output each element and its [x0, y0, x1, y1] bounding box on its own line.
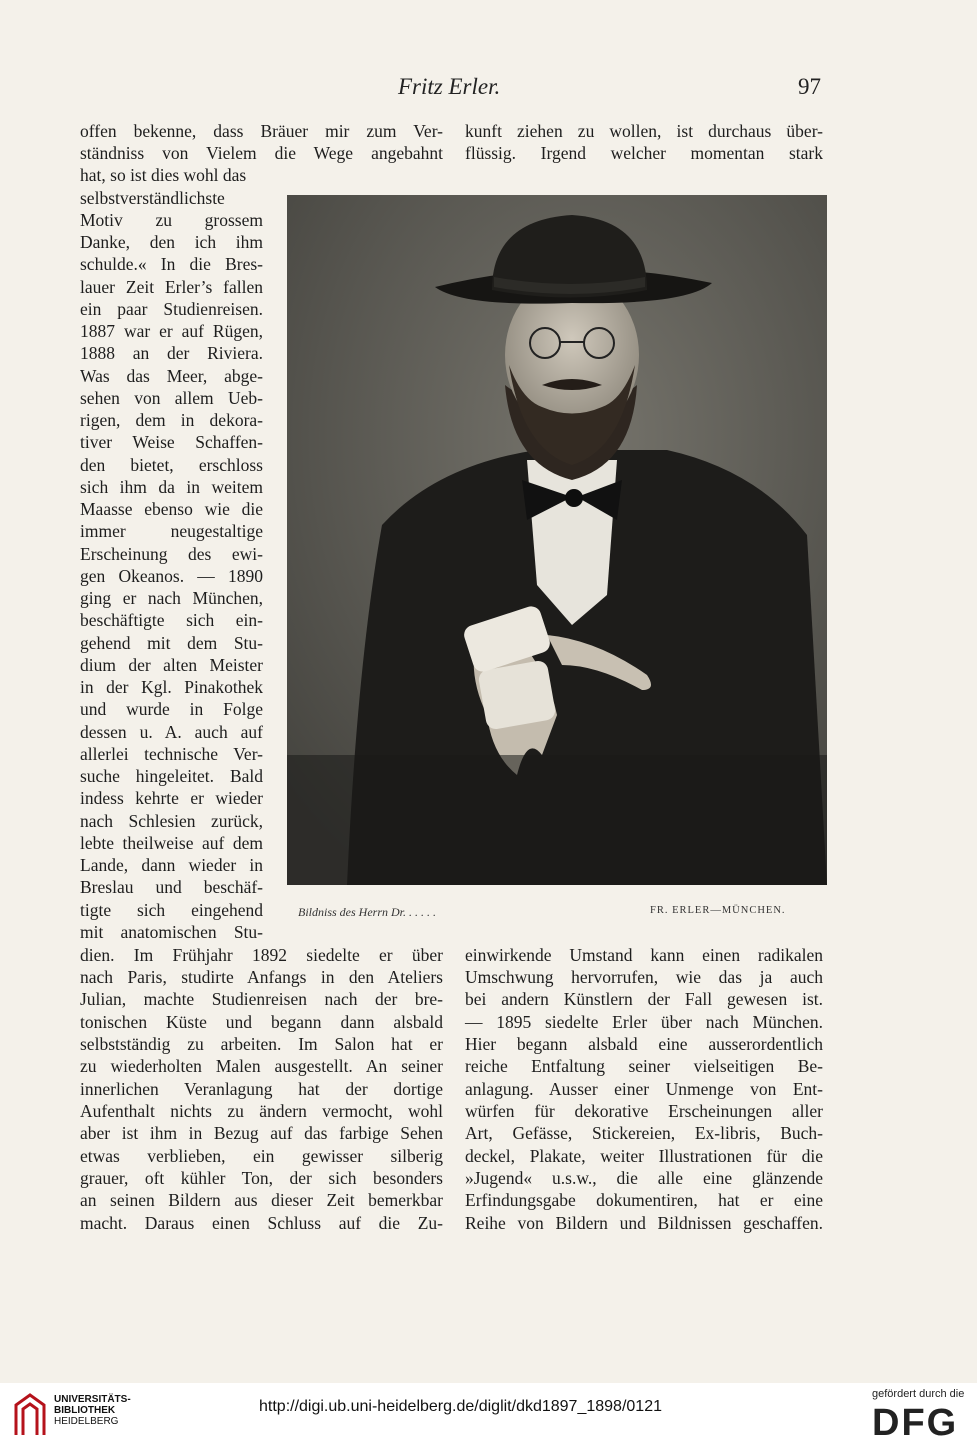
text-line: immer neugestaltige [80, 521, 263, 541]
text-line: selbstverständlichste [80, 188, 225, 208]
text-line: Breslau und beschäf- [80, 877, 263, 897]
text-line: schulde.« In die Bres- [80, 254, 263, 274]
text-line: Erscheinung des ewi- [80, 544, 263, 564]
text-line: 1888 an der Riviera. [80, 343, 263, 363]
text-line: gehend mit dem Stu- [80, 633, 263, 653]
text-line: etwas verblieben, ein gewisser silberig [80, 1146, 443, 1166]
text-line: ein paar Studienreisen. [80, 299, 263, 319]
text-line: würfen für dekorative Erscheinungen aller [465, 1101, 823, 1121]
text-line: indess kehrte er wieder [80, 788, 263, 808]
text-line: offen bekenne, dass Bräuer mir zum Ver- [80, 121, 443, 141]
portrait-illustration [287, 195, 827, 885]
text-line: suche hingeleitet. Bald [80, 766, 263, 786]
text-line: reiche Entfaltung seiner vielseitigen Be- [465, 1056, 823, 1076]
text-line: in der Kgl. Pinakothek [80, 677, 263, 697]
figure-credit: FR. ERLER—MÜNCHEN. [650, 905, 786, 916]
figure-caption: Bildniss des Herrn Dr. . . . . . [298, 905, 437, 919]
text-line: gen Okeanos. — 1890 [80, 566, 263, 586]
text-line: bei andern Künstlern der Fall gewesen ist. [465, 989, 823, 1009]
text-line: hat, so ist dies wohl das [80, 165, 247, 185]
text-line: einwirkende Umstand kann einen radikalen [465, 945, 823, 965]
dfg-logo: DFG [872, 1402, 959, 1444]
text-line: Lande, dann wieder in [80, 855, 263, 875]
text-line: den bietet, erschloss [80, 455, 263, 475]
text-line: selbstständig zu arbeiten. Im Salon hat er [80, 1034, 443, 1054]
library-line: HEIDELBERG [54, 1416, 119, 1427]
text-line: nach Paris, studirte Anfangs in den Ateliers [80, 967, 443, 987]
text-line: anlagung. Ausser einer Unmenge von Ent- [465, 1079, 823, 1099]
text-line: tiver Weise Schaffen- [80, 432, 263, 452]
text-line: grauer, oft kühler Ton, der sich besonders [80, 1168, 443, 1188]
text-line: beschäftigte sich ein- [80, 610, 263, 630]
text-line: allerlei technische Ver- [80, 744, 263, 764]
digitization-footer [0, 1383, 977, 1450]
text-line: sich ihm da in weitem [80, 477, 263, 497]
library-name [54, 1394, 131, 1427]
text-line: ständniss von Vielem die Wege angebahnt [80, 143, 443, 163]
text-line: flüssig. Irgend welcher momentan stark [465, 143, 823, 163]
text-line: »Jugend« u.s.w., die alle eine glänzende [465, 1168, 823, 1188]
page-number: 97 [798, 74, 821, 99]
source-url[interactable]: http://digi.ub.uni-heidelberg.de/diglit/dkd1897_1898/0121 [259, 1398, 662, 1415]
text-line: an seinen Bildern aus dieser Zeit bemerkbar [80, 1190, 443, 1210]
text-line: tigte sich eingehend [80, 900, 263, 920]
text-line: Reihe von Bildern und Bildnissen geschaffen. [465, 1213, 823, 1233]
text-line: kunft ziehen zu wollen, ist durchaus über- [465, 121, 823, 141]
text-line: 1887 war er auf Rügen, [80, 321, 263, 341]
text-line: Maasse ebenso wie die [80, 499, 263, 519]
text-line: sehen von allem Ueb- [80, 388, 263, 408]
text-line: Aufenthalt nichts zu ändern vermocht, wohl [80, 1101, 443, 1121]
text-line: und wurde in Folge [80, 699, 263, 719]
library-line: UNIVERSITÄTS- [54, 1394, 131, 1405]
text-line: lebte theilweise auf dem [80, 833, 263, 853]
portrait-plate [287, 195, 827, 885]
text-line: Was das Meer, abge- [80, 366, 263, 386]
running-title: Fritz Erler. [398, 74, 501, 99]
text-line: — 1895 siedelte Erler über nach München. [465, 1012, 823, 1032]
text-line: Julian, machte Studienreisen nach der bre- [80, 989, 443, 1009]
text-line: zu wiederholten Malen ausgestellt. An seiner [80, 1056, 443, 1076]
text-line: macht. Daraus einen Schluss auf die Zu- [80, 1213, 443, 1233]
text-line: mit anatomischen Stu- [80, 922, 263, 942]
text-line: dien. Im Frühjahr 1892 siedelte er über [80, 945, 443, 965]
library-line: BIBLIOTHEK [54, 1405, 116, 1416]
text-line: Motiv zu grossem [80, 210, 263, 230]
text-line: aber ist ihm in Bezug auf das farbige Sehen [80, 1123, 443, 1143]
text-line: rigen, dem in dekora- [80, 410, 263, 430]
text-line: Art, Gefässe, Stickereien, Ex-libris, Buch- [465, 1123, 823, 1143]
text-line: dium der alten Meister [80, 655, 263, 675]
text-line: nach Schlesien zurück, [80, 811, 263, 831]
text-line: Erfindungsgabe dokumentiren, hat er eine [465, 1190, 823, 1210]
funding-note: gefördert durch die [872, 1388, 965, 1400]
text-line: Hier begann alsbald eine ausserordentlich [465, 1034, 823, 1054]
text-line: innerlichen Veranlagung hat der dortige [80, 1079, 443, 1099]
text-line: deckel, Plakate, weiter Illustrationen für die [465, 1146, 823, 1166]
text-line: dessen u. A. auch auf [80, 722, 263, 742]
text-line: lauer Zeit Erler’s fallen [80, 277, 263, 297]
university-library-logo-icon [12, 1391, 48, 1437]
text-line: Danke, den ich ihm [80, 232, 263, 252]
text-line: ging er nach München, [80, 588, 263, 608]
text-line: tonischen Küste und begann dann alsbald [80, 1012, 443, 1032]
text-line: Umschwung hervorrufen, wie das ja auch [465, 967, 823, 987]
